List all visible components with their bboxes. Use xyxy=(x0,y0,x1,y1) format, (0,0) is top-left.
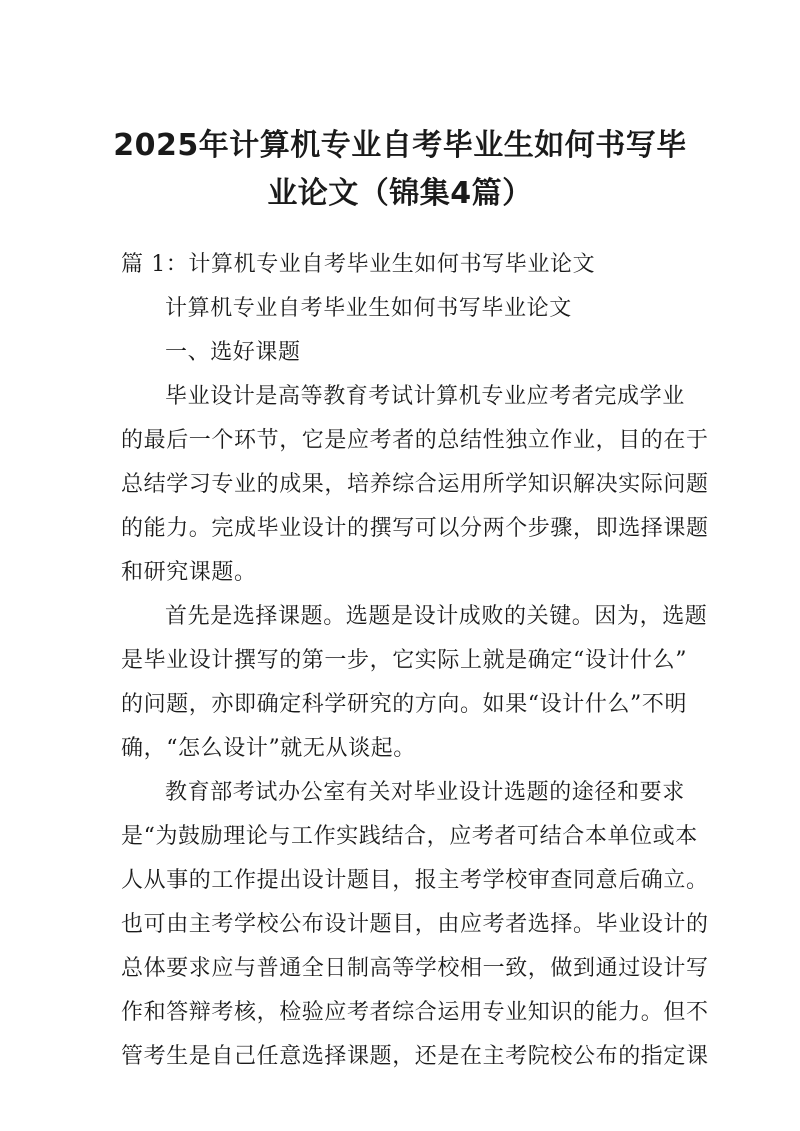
article-subtitle: 计算机专业自考毕业生如何书写毕业论文 xyxy=(165,296,572,321)
paragraph-line: 首先是选择课题。选题是设计成败的关键。因为，选题 xyxy=(165,604,708,629)
paragraph-line: 的能力。完成毕业设计的撰写可以分两个步骤，即选择课题 xyxy=(121,516,709,541)
heading-choose-topic: 一、选好课题 xyxy=(165,340,301,365)
paragraph-line: 毕业设计是高等教育考试计算机专业应考者完成学业 xyxy=(165,384,685,409)
paragraph-line: 是“为鼓励理论与工作实践结合，应考者可结合本单位或本 xyxy=(121,824,698,849)
paragraph-line: 总体要求应与普通全日制高等学校相一致，做到通过设计写 xyxy=(121,956,709,981)
paragraph-line: 人从事的工作提出设计题目，报主考学校审查同意后确立。 xyxy=(121,868,709,893)
section-heading: 篇 1：计算机专业自考毕业生如何书写毕业论文 xyxy=(121,252,596,277)
paragraph-line: 作和答辩考核，检验应考者综合运用专业知识的能力。但不 xyxy=(121,1000,709,1025)
document-title-line-1: 2025年计算机专业自考毕业生如何书写毕 xyxy=(113,128,687,163)
paragraph-line: 是毕业设计撰写的第一步，它实际上就是确定“设计什么” xyxy=(121,648,688,673)
paragraph-line: 教育部考试办公室有关对毕业设计选题的途径和要求 xyxy=(165,780,685,805)
paragraph-line: 管考生是自己任意选择课题，还是在主考院校公布的指定课 xyxy=(121,1044,709,1069)
paragraph-line: 和研究课题。 xyxy=(121,560,257,585)
document-title-line-2: 业论文（锦集4篇） xyxy=(267,176,533,211)
paragraph-line: 的最后一个环节，它是应考者的总结性独立作业，目的在于 xyxy=(121,428,709,453)
paragraph-line: 确，“怎么设计”就无从谈起。 xyxy=(121,736,416,761)
paragraph-line: 的问题，亦即确定科学研究的方向。如果“设计什么”不明 xyxy=(121,692,688,717)
paragraph-line: 总结学习专业的成果，培养综合运用所学知识解决实际问题 xyxy=(121,472,709,497)
paragraph-line: 也可由主考学校公布设计题目，由应考者选择。毕业设计的 xyxy=(121,912,709,937)
